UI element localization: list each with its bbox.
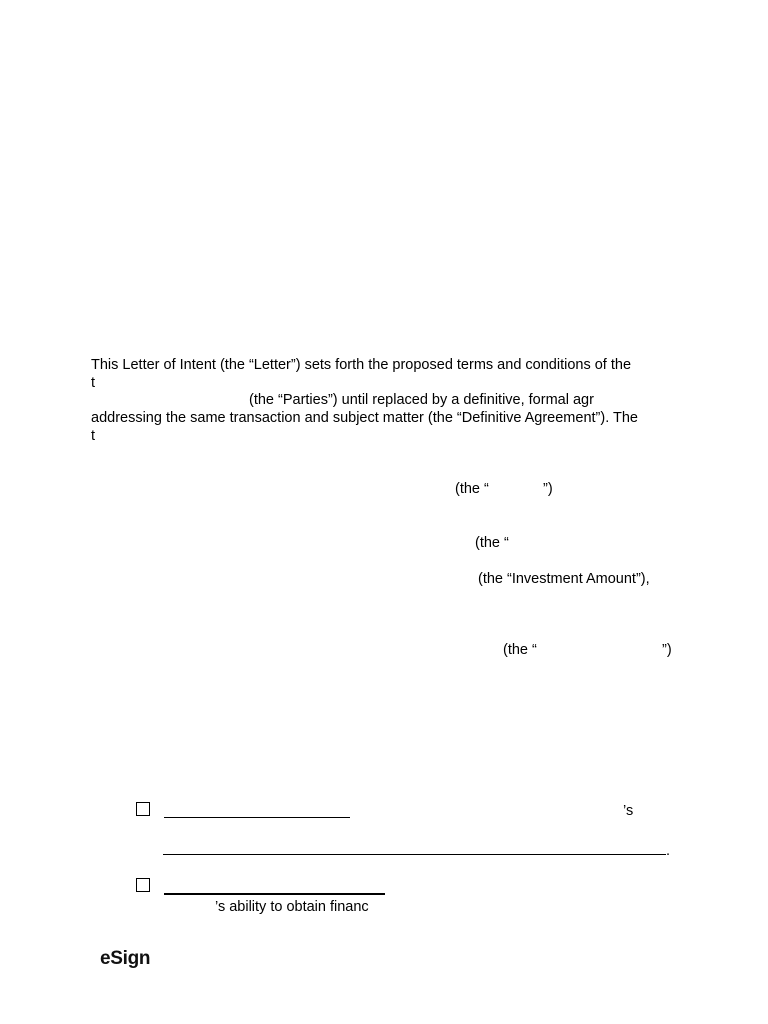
defined-term-open-1: (the “ bbox=[455, 481, 489, 497]
contingency-blank-1[interactable] bbox=[164, 817, 350, 818]
intro-line-1: This Letter of Intent (the “Letter”) sets forth the proposed terms and conditions of the bbox=[91, 357, 632, 373]
defined-term-open-2: (the “ bbox=[475, 535, 509, 551]
intro-line-5: t bbox=[91, 428, 96, 444]
defined-term-open-4: (the “ bbox=[503, 642, 537, 658]
defined-term-close-4: ”) bbox=[662, 642, 672, 658]
contingency-1-possessive: ’s bbox=[623, 803, 634, 819]
intro-line-2: t bbox=[91, 375, 96, 391]
contingency-checkbox-1[interactable] bbox=[136, 802, 150, 816]
contingency-checkbox-2[interactable] bbox=[136, 878, 150, 892]
intro-line-3: (the “Parties”) until replaced by a definitive, formal agr bbox=[249, 392, 594, 408]
contingency-1-period: . bbox=[666, 843, 671, 859]
contingency-2-text: ’s ability to obtain financ bbox=[215, 899, 369, 915]
investment-amount-term: (the “Investment Amount”), bbox=[478, 571, 650, 587]
contingency-blank-1-line-2[interactable] bbox=[163, 854, 666, 855]
contingency-blank-2[interactable] bbox=[164, 893, 385, 895]
defined-term-close-1: ”) bbox=[543, 481, 553, 497]
intro-line-4: addressing the same transaction and subject matter (the “Definitive Agreement”). The bbox=[91, 410, 638, 426]
esign-logo: eSign bbox=[100, 948, 151, 969]
